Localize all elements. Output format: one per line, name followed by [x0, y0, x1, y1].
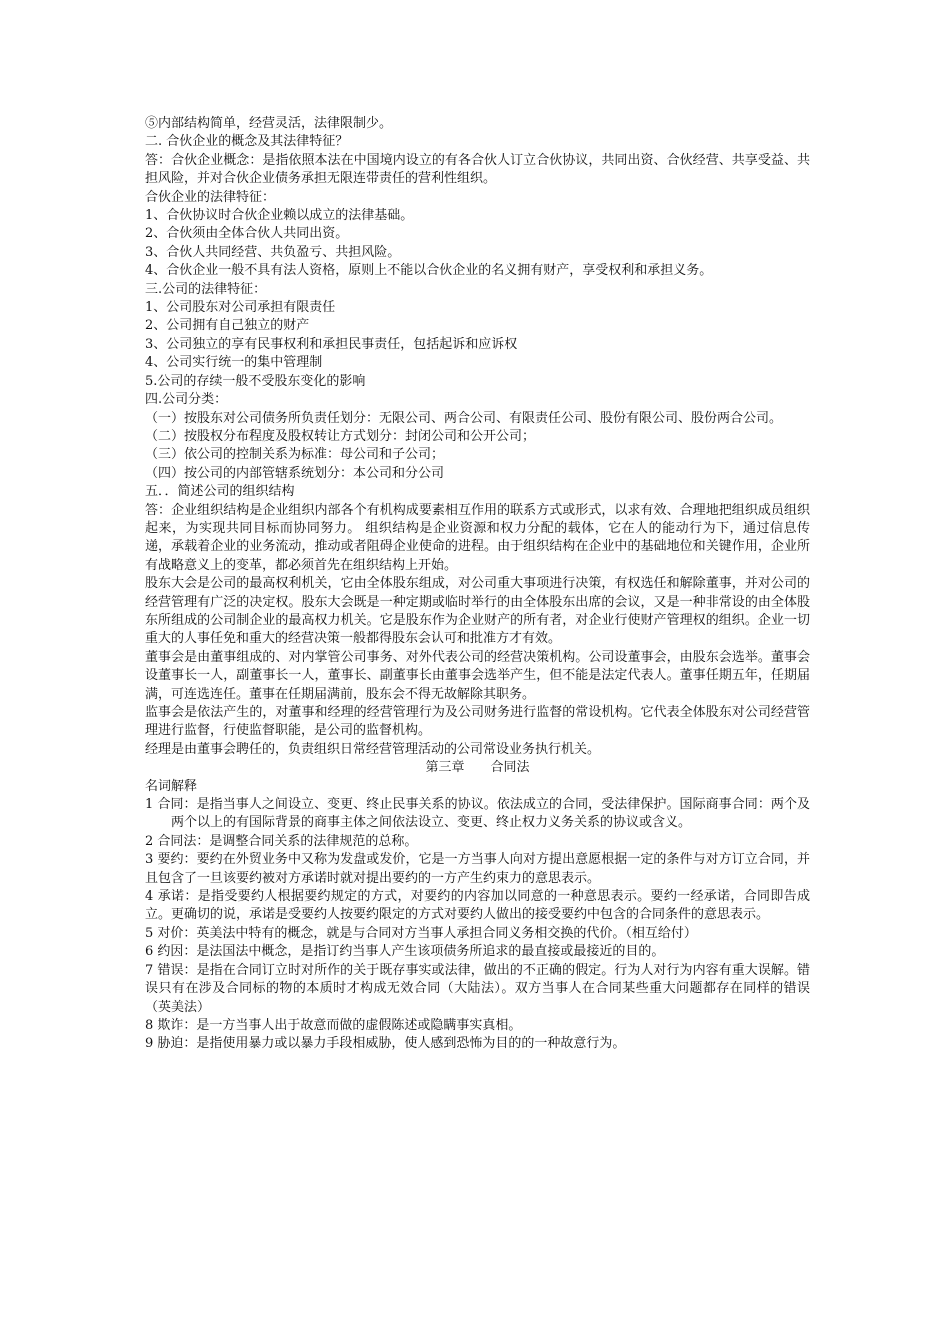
subsection-heading: 名词解释: [145, 778, 198, 794]
text-paragraph: 答：企业组织结构是企业组织内部各个有机构成要素相互作用的联系方式或形式，以求有效、合理地把组织成员组织起来，为实现共同目标而协同努力。 组织结构是企业资源和权力分配的载体，它在人的能动行为下，通过信息传递，承载着企业的业务流动，推动或者阻碍企业使命的进程。由于组织结构在企业中的基础地位和关键作用，企业所有战略意义上的变革，都必须首先在组织结构上开始。: [145, 502, 810, 573]
section-heading: 四.公司分类：: [145, 392, 228, 408]
text-paragraph: 经理是由董事会聘任的，负责组织日常经营管理活动的公司常设业务执行机关。: [145, 741, 601, 757]
list-item: 4、公司实行统一的集中管理制: [145, 355, 323, 371]
list-item: 2、公司拥有自己独立的财产: [145, 318, 310, 334]
list-item: （三）依公司的控制关系为标准：母公司和子公司；: [145, 447, 445, 463]
list-item: 3、公司独立的享有民事权利和承担民事责任，包括起诉和应诉权: [145, 336, 518, 352]
definition-item: 6 约因：是法国法中概念，是指订约当事人产生该项债务所追求的最直接或最接近的目的。: [145, 944, 665, 960]
definition-item: 8 欺诈：是一方当事人出于故意而做的虚假陈述或隐瞒事实真相。: [145, 1017, 522, 1033]
list-item: 4、合伙企业一般不具有法人资格，原则上不能以合伙企业的名义拥有财产，享受权利和承担义务。: [145, 263, 713, 279]
text-line: 合伙企业的法律特征：: [145, 189, 276, 205]
definition-item: 2 合同法：是调整合同关系的法律规范的总称。: [145, 833, 418, 849]
list-item: 5.公司的存续一般不受股东变化的影响: [145, 373, 366, 389]
list-item: 3、合伙人共同经营、共负盈亏、共担风险。: [145, 244, 401, 260]
list-item: （一）按股东对公司债务所负责任划分：无限公司、两合公司、有限责任公司、股份有限公司、股份两合公司。: [145, 410, 783, 426]
list-item: 2、合伙须由全体合伙人共同出资。: [145, 226, 349, 242]
list-item: （二）按股权分布程度及股权转让方式划分：封闭公司和公开公司；: [145, 428, 536, 444]
list-item: 1、公司股东对公司承担有限责任: [145, 300, 336, 316]
text-paragraph: 监事会是依法产生的，对董事和经理的经营管理行为及公司财务进行监督的常设机构。它代表全体股东对公司经营管理进行监督，行使监督职能，是公司的监督机构。: [145, 705, 810, 739]
definition-item: 5 对价：英美法中特有的概念，就是与合同对方当事人承担合同义务相交换的代价。（相互给付）: [145, 925, 697, 941]
chapter-title: 第三章 合同法: [425, 760, 530, 776]
definition-item: 9 胁迫：是指使用暴力或以暴力手段相威胁，使人感到恐怖为目的的一种故意行为。: [145, 1036, 626, 1052]
text-paragraph: 答：合伙企业概念：是指依照本法在中国境内设立的有各合伙人订立合伙协议，共同出资、合伙经营、共享受益、共担风险，并对合伙企业债务承担无限连带责任的营利性组织。: [145, 152, 810, 187]
text-paragraph: 股东大会是公司的最高权利机关，它由全体股东组成，对公司重大事项进行决策，有权选任和解除董事，并对公司的经营管理有广泛的决定权。股东大会既是一种定期或临时举行的由全体股东出席的会议，又是一种非常设的由全体股东所组成的公司制企业的最高权力机关。它是股东作为企业财产的所有者，对企业行使财产管理权的组织。企业一切重大的人事任免和重大的经营决策一般都得股东会认可和批准方才有效。: [145, 576, 810, 647]
definition-item: 4 承诺：是指受要约人根据要约规定的方式，对要约的内容加以同意的一种意思表示。要约一经承诺，合同即告成立。更确切的说，承诺是受要约人按要约限定的方式对要约人做出的接受要约中包含的合同条件的意思表示。: [145, 889, 810, 923]
text-paragraph: 董事会是由董事组成的、对内掌管公司事务、对外代表公司的经营决策机构。公司设董事会，由股东会选举。董事会设董事长一人，副董事长一人，董事长、副董事长由董事会选举产生，但不能是法定代表人。董事任期五年，任期届满，可连选连任。董事在任期届满前，股东会不得无故解除其职务。: [145, 649, 810, 702]
document-page: [145, 115, 810, 1054]
section-heading: 三.公司的法律特征：: [145, 281, 267, 297]
definition-item: 1 合同：是指当事人之间设立、变更、终止民事关系的协议。依法成立的合同，受法律保护。国际商事合同：两个及两个以上的有国际背景的商事主体之间依法设立、变更、终止权力义务关系的协议或含义。: [145, 797, 810, 831]
definition-item: 3 要约：要约在外贸业务中又称为发盘或发价，它是一方当事人向对方提出意愿根据一定的条件与对方订立合同，并且包含了一旦该要约被对方承诺时就对提出要约的一方产生约束力的意思表示。: [145, 852, 810, 886]
section-heading: 五．．简述公司的组织结构: [145, 484, 295, 500]
text-line: ⑤内部结构简单，经营灵活，法律限制少。: [145, 116, 393, 131]
list-item: （四）按公司的内部管辖系统划分：本公司和分公司: [145, 465, 445, 481]
list-item: 1、合伙协议时合伙企业赖以成立的法律基础。: [145, 208, 414, 224]
definition-item: 7 错误：是指在合同订立时对所作的关于既存事实或法律，做出的不正确的假定。行为人对行为内容有重大误解。错误只有在涉及合同标的物的本质时才构成无效合同（大陆法）。双方当事人在合同某些重大问题都存在同样的错误（英美法）: [145, 962, 810, 1015]
section-heading: 二. 合伙企业的概念及其法律特征？: [145, 134, 349, 150]
